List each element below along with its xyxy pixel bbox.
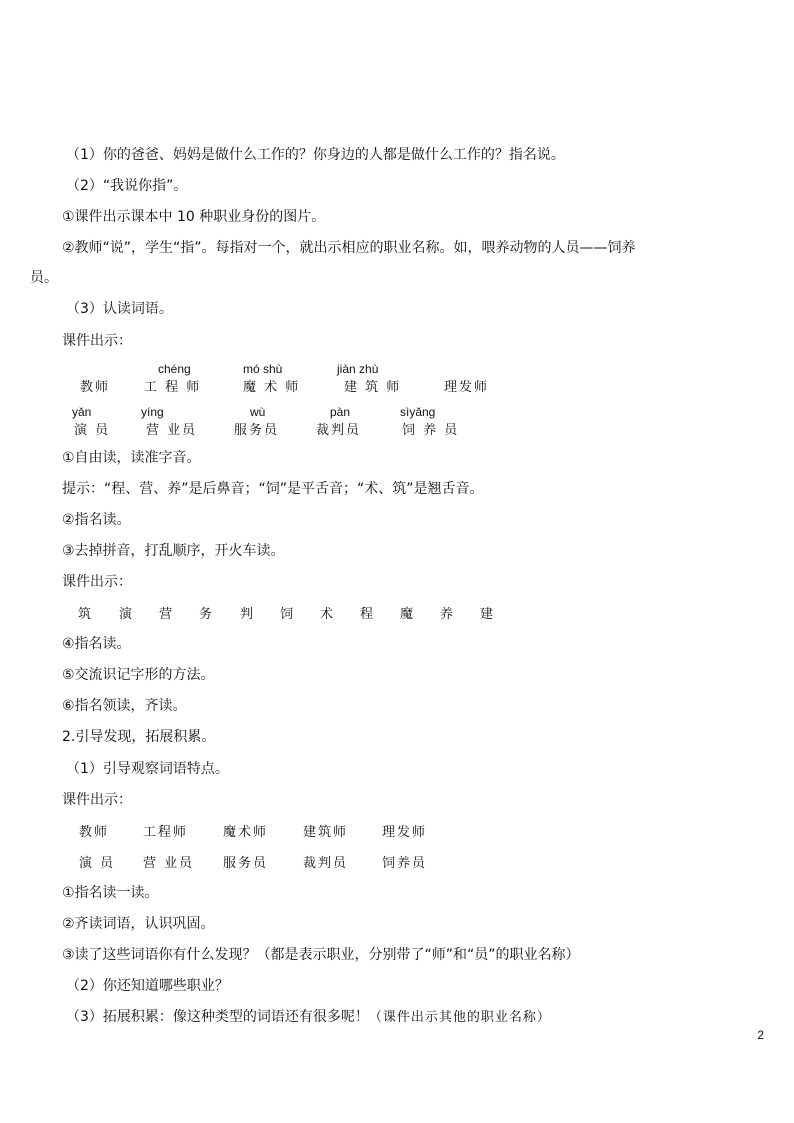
word-lifashi-2: 理发师 xyxy=(382,825,428,840)
word-caipanyuan: 裁判员 xyxy=(316,423,362,438)
paragraph-other-jobs: （2）你还知道哪些职业？ xyxy=(66,978,229,994)
word-moshushi: 魔 术 师 xyxy=(243,380,301,395)
word-moshushi-2: 魔术师 xyxy=(223,825,269,840)
paragraph-hint: 提示：“程、营、养”是后鼻音；“饲”是平舌音；“术、筑”是翘舌音。 xyxy=(62,481,484,497)
paragraph-teacher-says-cont: 员。 xyxy=(30,270,58,286)
paragraph-observe: （1）引导观察词语特点。 xyxy=(66,761,229,777)
courseware-label-2: 课件出示： xyxy=(62,574,132,590)
paragraph-exchange-methods: ⑤交流识记字形的方法。 xyxy=(62,667,215,683)
pinyin-ying: yíng xyxy=(141,405,164,419)
paragraph-free-read: ①自由读，读准字音。 xyxy=(62,450,201,466)
paragraph-expand-main: （3）拓展积累：像这种类型的词语还有很多呢！ xyxy=(66,1009,369,1025)
word-caipanyuan-2: 裁判员 xyxy=(303,856,349,871)
word-yingyeyuan: 营 业员 xyxy=(146,423,198,438)
paragraph-show-pictures: ①课件出示课本中 10 种职业身份的图片。 xyxy=(62,209,326,225)
pinyin-yan: yǎn xyxy=(72,405,92,419)
paragraph-discovery: ③读了这些词语你有什么发现？（都是表示职业，分别带了“师”和“员”的职业名称） xyxy=(62,947,580,963)
char-wu: 务 xyxy=(199,607,213,622)
char-yang: 养 xyxy=(440,607,454,622)
paragraph-remove-pinyin: ③去掉拼音，打乱顺序，开火车读。 xyxy=(62,543,285,559)
char-jian: 建 xyxy=(480,607,494,622)
paragraph-expand xyxy=(66,1007,551,1028)
paragraph-lead-read: ⑥指名领读，齐读。 xyxy=(62,698,187,714)
char-si: 饲 xyxy=(280,607,294,622)
char-ying: 营 xyxy=(159,607,173,622)
section-heading-2: 2.引导发现，拓展积累。 xyxy=(62,729,216,745)
word-fuwuyuan: 服务员 xyxy=(234,423,280,438)
paragraph-step-2: （2）“我说你指”。 xyxy=(66,178,188,194)
char-zhu: 筑 xyxy=(78,607,92,622)
paragraph-question-1: （1）你的爸爸、妈妈是做什么工作的？你身边的人都是做什么工作的？指名说。 xyxy=(66,147,565,163)
word-lifashi: 理发师 xyxy=(444,380,490,395)
paragraph-name-read: ②指名读。 xyxy=(62,512,131,528)
page-number: 2 xyxy=(757,1028,764,1042)
paragraph-name-read-2: ④指名读。 xyxy=(62,636,131,652)
pinyin-moshu: mó shù xyxy=(243,362,283,376)
word-fuwuyuan-2: 服务员 xyxy=(223,856,269,871)
pinyin-jianzhu: jiàn zhù xyxy=(337,362,379,376)
paragraph-read-words: （3）认读词语。 xyxy=(66,301,173,317)
word-gongchengshi: 工 程 师 xyxy=(144,380,202,395)
word-yingyeyuan-2: 营 业员 xyxy=(143,856,195,871)
word-jianzhushi-2: 建筑师 xyxy=(303,825,349,840)
courseware-label-3: 课件出示： xyxy=(62,792,132,808)
paragraph-read-together: ②齐读词语，认识巩固。 xyxy=(62,916,215,932)
word-jianzhushi: 建 筑 师 xyxy=(344,380,402,395)
word-yanyuan-2: 演 员 xyxy=(79,856,116,871)
paragraph-expand-note: （课件出示其他的职业名称） xyxy=(368,1010,551,1025)
pinyin-siyang: sìyǎng xyxy=(400,405,436,419)
pinyin-cheng: chéng xyxy=(158,362,191,376)
char-shu: 术 xyxy=(320,607,334,622)
word-jiaoshi-2: 教师 xyxy=(79,825,110,840)
paragraph-read-once: ①指名读一读。 xyxy=(62,885,159,901)
paragraph-teacher-says: ②教师“说”，学生“指”。每指对一个，就出示相应的职业名称。如，喂养动物的人员——饲养 xyxy=(62,240,636,256)
word-jiaoshi: 教师 xyxy=(80,380,111,395)
word-siyangyuan-2: 饲养员 xyxy=(382,856,428,871)
char-cheng: 程 xyxy=(360,607,374,622)
pinyin-pan: pàn xyxy=(330,405,351,419)
courseware-label-1: 课件出示： xyxy=(62,333,132,349)
char-yan: 演 xyxy=(119,607,133,622)
char-mo: 魔 xyxy=(400,607,414,622)
word-gongchengshi-2: 工程师 xyxy=(143,825,189,840)
word-yanyuan: 演 员 xyxy=(74,423,111,438)
char-pan: 判 xyxy=(240,607,254,622)
pinyin-wu: wù xyxy=(250,405,266,419)
word-siyangyuan: 饲 养 员 xyxy=(402,423,460,438)
